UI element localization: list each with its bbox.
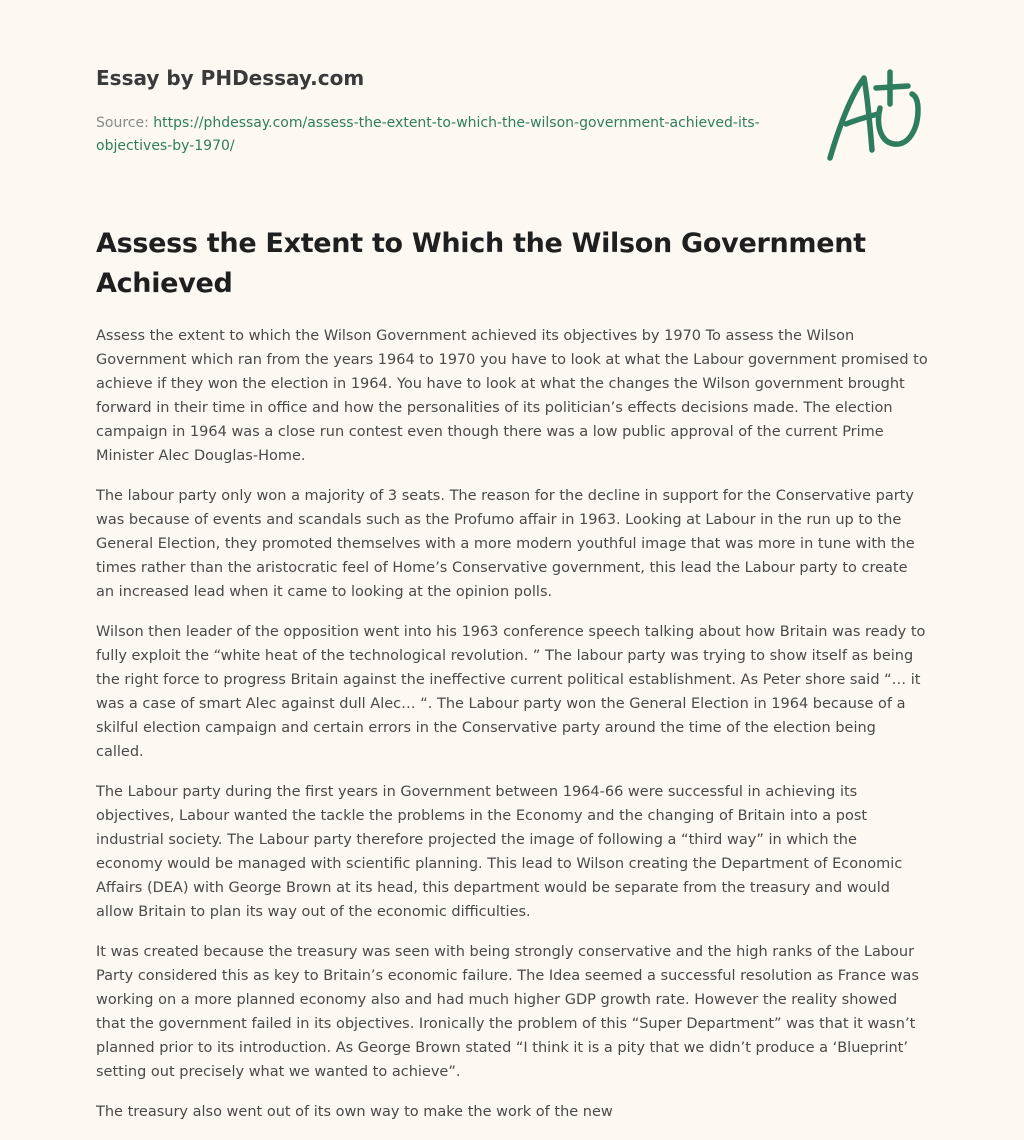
paragraph: Wilson then leader of the opposition went into his 1963 conference speech talking about how Britain was ready to fully exploit the “white heat of the technological revolution. ” The labour party was trying to show itself as being the right force to progress Britain against the ineffective current political establishment. As Peter shore said “… it was a case of smart Alec against dull Alec… “. The Labour party won the General Election in 1964 because of a skilful election campaign and certain errors in the Conservative party around the time of the election being called.: [96, 624, 926, 760]
source-label: Source:: [96, 115, 154, 131]
source-link[interactable]: https://phdessay.com/assess-the-extent-to-which-the-wilson-government-achieved-its-objectives-by-1970/: [96, 115, 760, 154]
paragraph: The Labour party during the first years in Government between 1964-66 were successful in achieving its objectives, Labour wanted the tackle the problems in the Economy and the changing of Britain into a post industrial society. The Labour party therefore projected the image of following a “third way” in which the economy would be managed with scientific planning. This lead to Wilson creating the Department of Economic Affairs (DEA) with George Brown at its head, this department would be separate from the treasury and would allow Britain to plan its way out of the economic difficulties.: [96, 784, 903, 920]
source-line: [96, 112, 776, 158]
site-brand: Essay by PHDessay.com: [96, 66, 365, 90]
paragraph: Assess the extent to which the Wilson Government achieved its objectives by 1970 To assess the Wilson Government which ran from the years 1964 to 1970 you have to look at what the Labour government promised to achieve if they won the election in 1964. You have to look at what the changes the Wilson government brought forward in their time in office and how the personalities of its politician’s effects decisions made. The election campaign in 1964 was a close run contest even though there was a low public approval of the current Prime Minister Alec Douglas-Home.: [96, 328, 928, 464]
paragraph: It was created because the treasury was seen with being strongly conservative and the high ranks of the Labour Party considered this as key to Britain’s economic failure. The Idea seemed a successful resolution as France was working on a more planned economy also and had much higher GDP growth rate. However the reality showed that the government failed in its objectives. Ironically the problem of this “Super Department” was that it wasn’t planned prior to its introduction. As George Brown stated “I think it is a pity that we didn’t produce a ‘Blueprint’ setting out precisely what we wanted to achieve”.: [96, 944, 919, 1080]
paragraph: The treasury also went out of its own way to make the work of the new: [96, 1104, 613, 1120]
essay-title: Assess the Extent to Which the Wilson Government Achieved: [96, 228, 866, 299]
page-header: [96, 60, 776, 158]
paragraph: The labour party only won a majority of 3 seats. The reason for the decline in support for the Conservative party was because of events and scandals such as the Profumo affair in 1963. Looking at Labour in the run up to the General Election, they promoted themselves with a more modern youthful image that was more in tune with the times rather than the aristocratic feel of Home’s Conservative government, this lead the Labour party to create an increased lead when it came to looking at the opinion polls.: [96, 488, 915, 600]
a-plus-grade-icon: [820, 64, 930, 168]
essay-body: [96, 324, 928, 1140]
